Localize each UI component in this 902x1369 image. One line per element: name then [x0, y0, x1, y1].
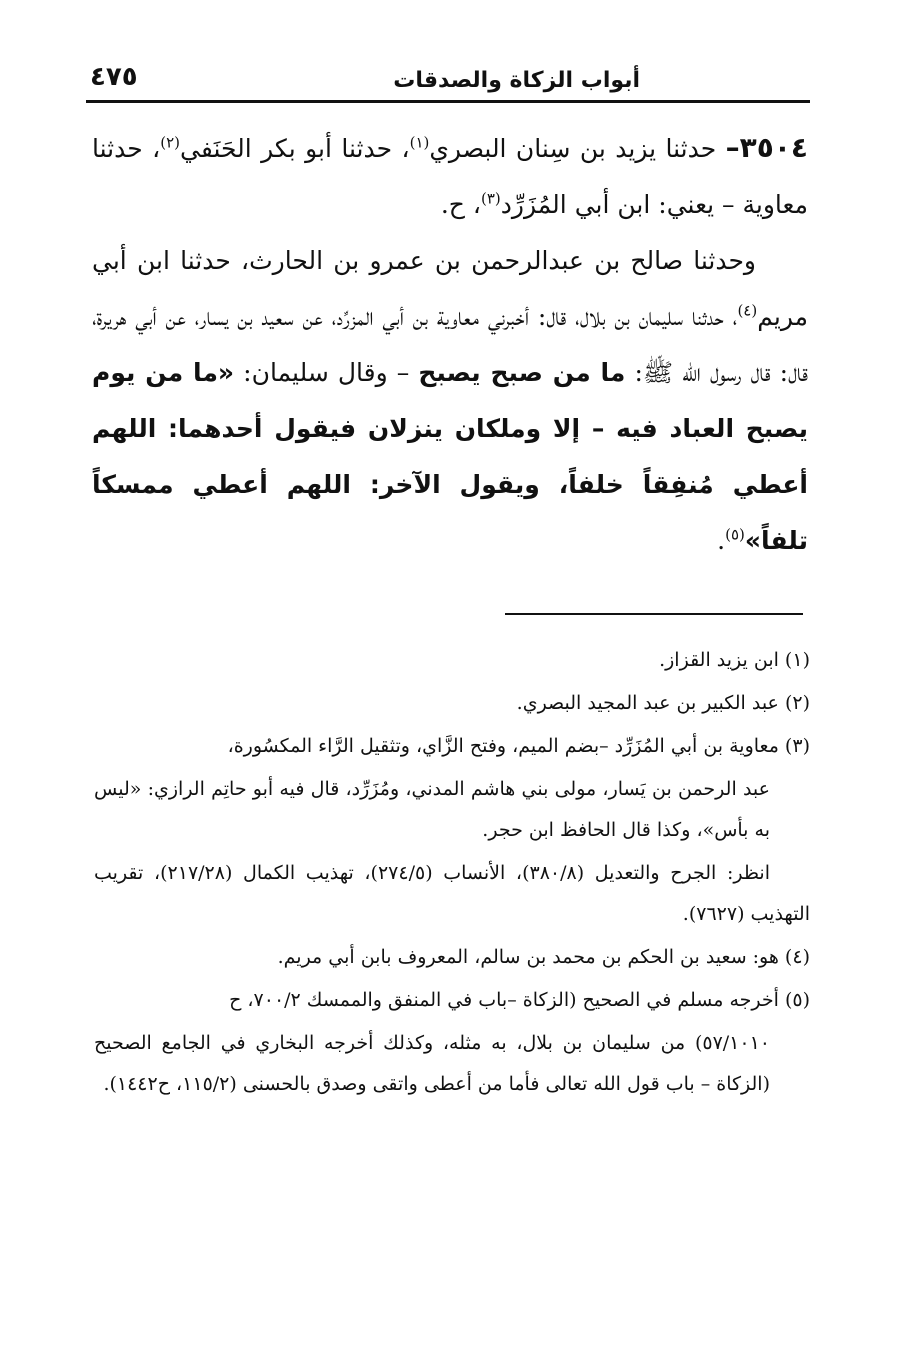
footnote-2: (٢) عبد الكبير بن عبد المجيد البصري. [516, 692, 810, 714]
main-text [92, 120, 808, 569]
footnote-3-continuation: عبد الرحمن بن يَسار، مولى بني هاشم المدني، ومُزَرِّد، قال فيه أبو حاتِم الرازي: «ليس به بأس»، وكذا قال الحافظ ابن حجر. [94, 778, 770, 841]
isnad-text-5: وحدثنا صالح بن عبدالرحمن بن عمرو بن الحارث، حدثنا ابن أبي مريم [92, 246, 808, 331]
hadith-paragraph [92, 120, 808, 233]
isnad-text-4: ، ح. [440, 190, 481, 219]
footnotes [94, 640, 810, 1107]
footnote-5-continuation: ٥٧/١٠١٠) من سليمان بن بلال، به مثله، وكذلك أخرجه البخاري في الجامع الصحيح (الزكاة – باب قول الله تعالى فأما من أعطى واتقى وصدق بالحسنى (١١٥/٢، ح١٤٤٢). [94, 1032, 770, 1095]
footnote-ref-4: (٤) [737, 301, 758, 320]
header-title: أبواب الزكاة والصدقات [393, 68, 640, 93]
footnote-4: (٤) هو: سعيد بن الحكم بن محمد بن سالم، المعروف بابن أبي مريم. [277, 946, 810, 968]
footnote-ref-5: (٥) [725, 525, 745, 544]
footnote-ref-3: (٣) [480, 189, 501, 208]
isnad-text-3: ، حدثنا معاوية – يعني: ابن أبي المُزَرِّد [92, 134, 808, 219]
footnote-ref-2: (٢) [160, 133, 180, 152]
matn-bold-2: «ما من يوم يصبح العباد فيه – إلا وملكان ينزلان فيقول أحدهما: اللهم أعطي مُنفِقاً خلفاً، ويقول الآخر: اللهم أعطي ممسكاً تلفاً» [92, 358, 808, 555]
isnad-text: حدثنا يزيد بن سِنان البصري [429, 134, 726, 163]
footnote-3-references: انظر: الجرح والتعديل (٣٨٠/٨)، الأنساب (٢٧٤/٥)، تهذيب الكمال (٢١٧/٢٨)، تقريب التهذيب (٧٦٢٧). [94, 862, 810, 925]
isnad-text-7: – وقال سليمان: [234, 358, 419, 387]
footnote-5: (٥) أخرجه مسلم في الصحيح (الزكاة –باب في المنفق والممسك ٧٠٠/٢، ح [229, 989, 810, 1011]
hadith-number: ٣٥٠٤– [725, 131, 808, 164]
page-number: ٤٧٥ [90, 62, 138, 92]
footnote-3: (٣) معاوية بن أبي المُزَرِّد –بضم الميم، وفتح الزَّاي، وتثقيل الرَّاء المكسُورة، [227, 735, 810, 757]
running-header [86, 60, 810, 103]
footnote-separator [505, 613, 803, 615]
isnad-text-2: ، حدثنا أبو بكر الحَنَفي [179, 134, 410, 163]
footnote-ref-1: (١) [409, 133, 430, 152]
paragraph-end: . [717, 526, 726, 555]
matn-bold-1: ما من صبح يصبح [418, 358, 626, 387]
footnote-1: (١) ابن يزيد القزاز. [659, 649, 810, 671]
isnad-text-6: ، حدثنا سليمان بن بلال، قال: أخبرني معاوية بن أبي المزرِّد، عن سعيد بن يسار، عن أبي هريرة، قال: قال رسول الله ﷺ: [92, 302, 809, 387]
hadith-paragraph-2 [92, 233, 808, 569]
